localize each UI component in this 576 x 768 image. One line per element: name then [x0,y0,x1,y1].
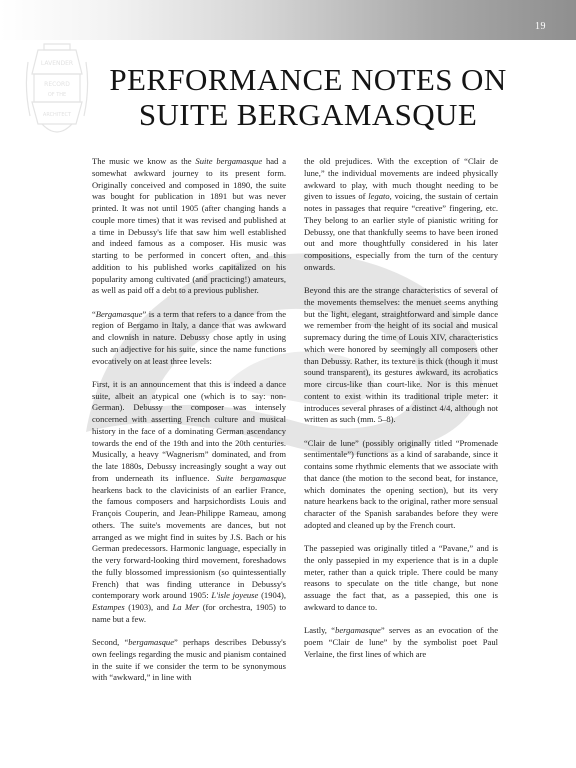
body-text: “ [92,308,96,319]
paragraph [304,438,498,532]
paragraph [92,156,286,297]
italic-title-text: bergamasque [335,625,381,635]
body-text: The passepied was originally titled a “Pavane,” and is the only passepied in my experience that is in a duple meter, rather than a quick triple. There could be many reasons to speculate on the title change, but none assuage the fact that, as a passepied, this one is awkward to dance to. [304,543,498,612]
paragraph [92,637,286,684]
header-band [0,0,576,40]
paragraph [304,285,498,426]
body-text: (for orchestra, 1905) to name but a few. [92,602,286,624]
body-text: (1903), and [124,602,173,612]
paragraph [304,625,498,660]
italic-title-text: La Mer [172,602,200,612]
body-text: ” perhaps describes Debussy's own feelings regarding the music and pianism contained in the suite if we consider the term to be synonymous with “awkward,” in line with [92,637,286,683]
crest-text-4: ARCHITECT [42,112,72,118]
body-text: The music we know as the [92,156,196,166]
italic-title-text: Suite bergamasque [195,156,263,166]
paragraph [304,156,498,274]
paragraph [92,379,286,626]
paragraph [304,543,498,614]
title-line-2: SUITE BERGAMASQUE [138,97,478,132]
title-line-1: PERFORMANCE NOTES ON [109,62,507,97]
body-text: the old prejudices. With the exception of “Clair de lune,” the individual movements are indeed physically awkward to play, with much thought needing to be given to issues of [304,156,498,202]
paragraph [92,309,286,368]
italic-title-text: Estampes [92,602,125,612]
body-text: ” serves as an evocation of the poem “Clair de lune” by the symbolist poet Paul Verlaine, the first lines of which are [304,625,498,659]
body-text: “Clair de lune” (possibly originally titled “Promenade sentimentale”) functions as a kind of sarabande, since it contains some rhythmic elements that we associate with that dance (the motion to the second beat, for instance, which dominates the opening section), but its very nature hearkens back to the original, rather more sensual character of the Spanish sarabandes before they were adopted and cleaned up by the French court. [304,437,498,530]
body-text: Beyond this are the strange characteristics of several of the movements themselves: the menuet seems anything but the light, elegant, straightforward and simple dance we remember from the height of its social and musical supremacy during the time of Louis XIV, characteristics which were honored by seemingly all composers other than Debussy. Rather, its texture is thick (though it must sound transparent), its gestures awkward, its acrobatics more circus-like than court-like. Nor is this menuet content to exist within its traditional triple meter: it introduces several phrases of a distinct 4/4, although not written as such (mm. 5–8). [304,285,498,425]
italic-title-text: legato [368,191,390,202]
body-text: Lastly, “ [304,625,336,635]
right-text-column [304,156,498,672]
italic-title-text: bergamasque [128,637,175,647]
italic-title-text: Suite bergamasque [216,472,286,483]
body-text: had a somewhat awkward journey to its present form. Originally conceived and composed in 1890, the suite was bought for publication in 1891 but was never printed. It was not until 1905 (after changing hands a couple more times) that it was revised and published at a time in Debussy's life that saw him well established and indeed famous as a composer. His music was starting to be performed in concert often, and this addition to his published works capitalized on his popularity among cultivated (and practicing!) amateurs, as well as paid off a debt to a previous publisher. [92,156,286,296]
crest-watermark-logo [24,40,90,142]
crest-text-2: RECORD [44,81,70,88]
page-title [96,62,520,132]
italic-title-text: L'isle joyeuse [211,590,259,601]
body-text: hearkens back to the clavicinists of an earlier France, the famous composers and harpsichordists Louis and François Couperin, and Jean-Philippe Rameau, among others. The suite's movements are dances, but not arranged as we might find in suites by J.S. Bach or his German predecessors. Harmonic language, especially in the very forward-looking third movement, foreshadows the fully blossomed impressionism (so quintessentially French) that was finding utterance in Debussy's contemporary work around 1905: [92,484,286,601]
body-text: , voicing, the sustain of certain notes in passages that require “creative” fingering, etc. They belong to an earlier style of pianistic writing for Debussy, one that thankfully seems to have been ironed out and more thoughtfully considered in his later compositions, especially from the turn of the century onwards. [304,191,498,272]
body-text: (1904), [258,590,286,601]
body-text: ” is a term that refers to a dance from the region of Bergamo in Italy, a dance that was awkward and clownish in nature. Debussy chose aptly in using such an adjective for his suite, since the name functions evocatively on at least three levels: [92,308,286,366]
crest-text-1: LAVENDER [40,60,74,67]
italic-title-text: Bergamasque [95,308,143,319]
body-text: First, it is an announcement that this is indeed a dance suite, albeit an atypical one (which is to say: non-German). Debussy the composer was intensely concerned with asserting French culture and musical history in the face of a dominating German ascendancy towards the end of the 19th and into the 20th centuries. Musically, a heavy “Wagnerism” dominated, and from the late 1880s, Debussy increasingly sought a way out from underneath its influence. [92,378,286,483]
body-text: Second, “ [92,637,129,647]
left-text-column [92,156,286,696]
page-number: 19 [535,21,546,32]
crest-text-3: OF THE [47,92,67,98]
